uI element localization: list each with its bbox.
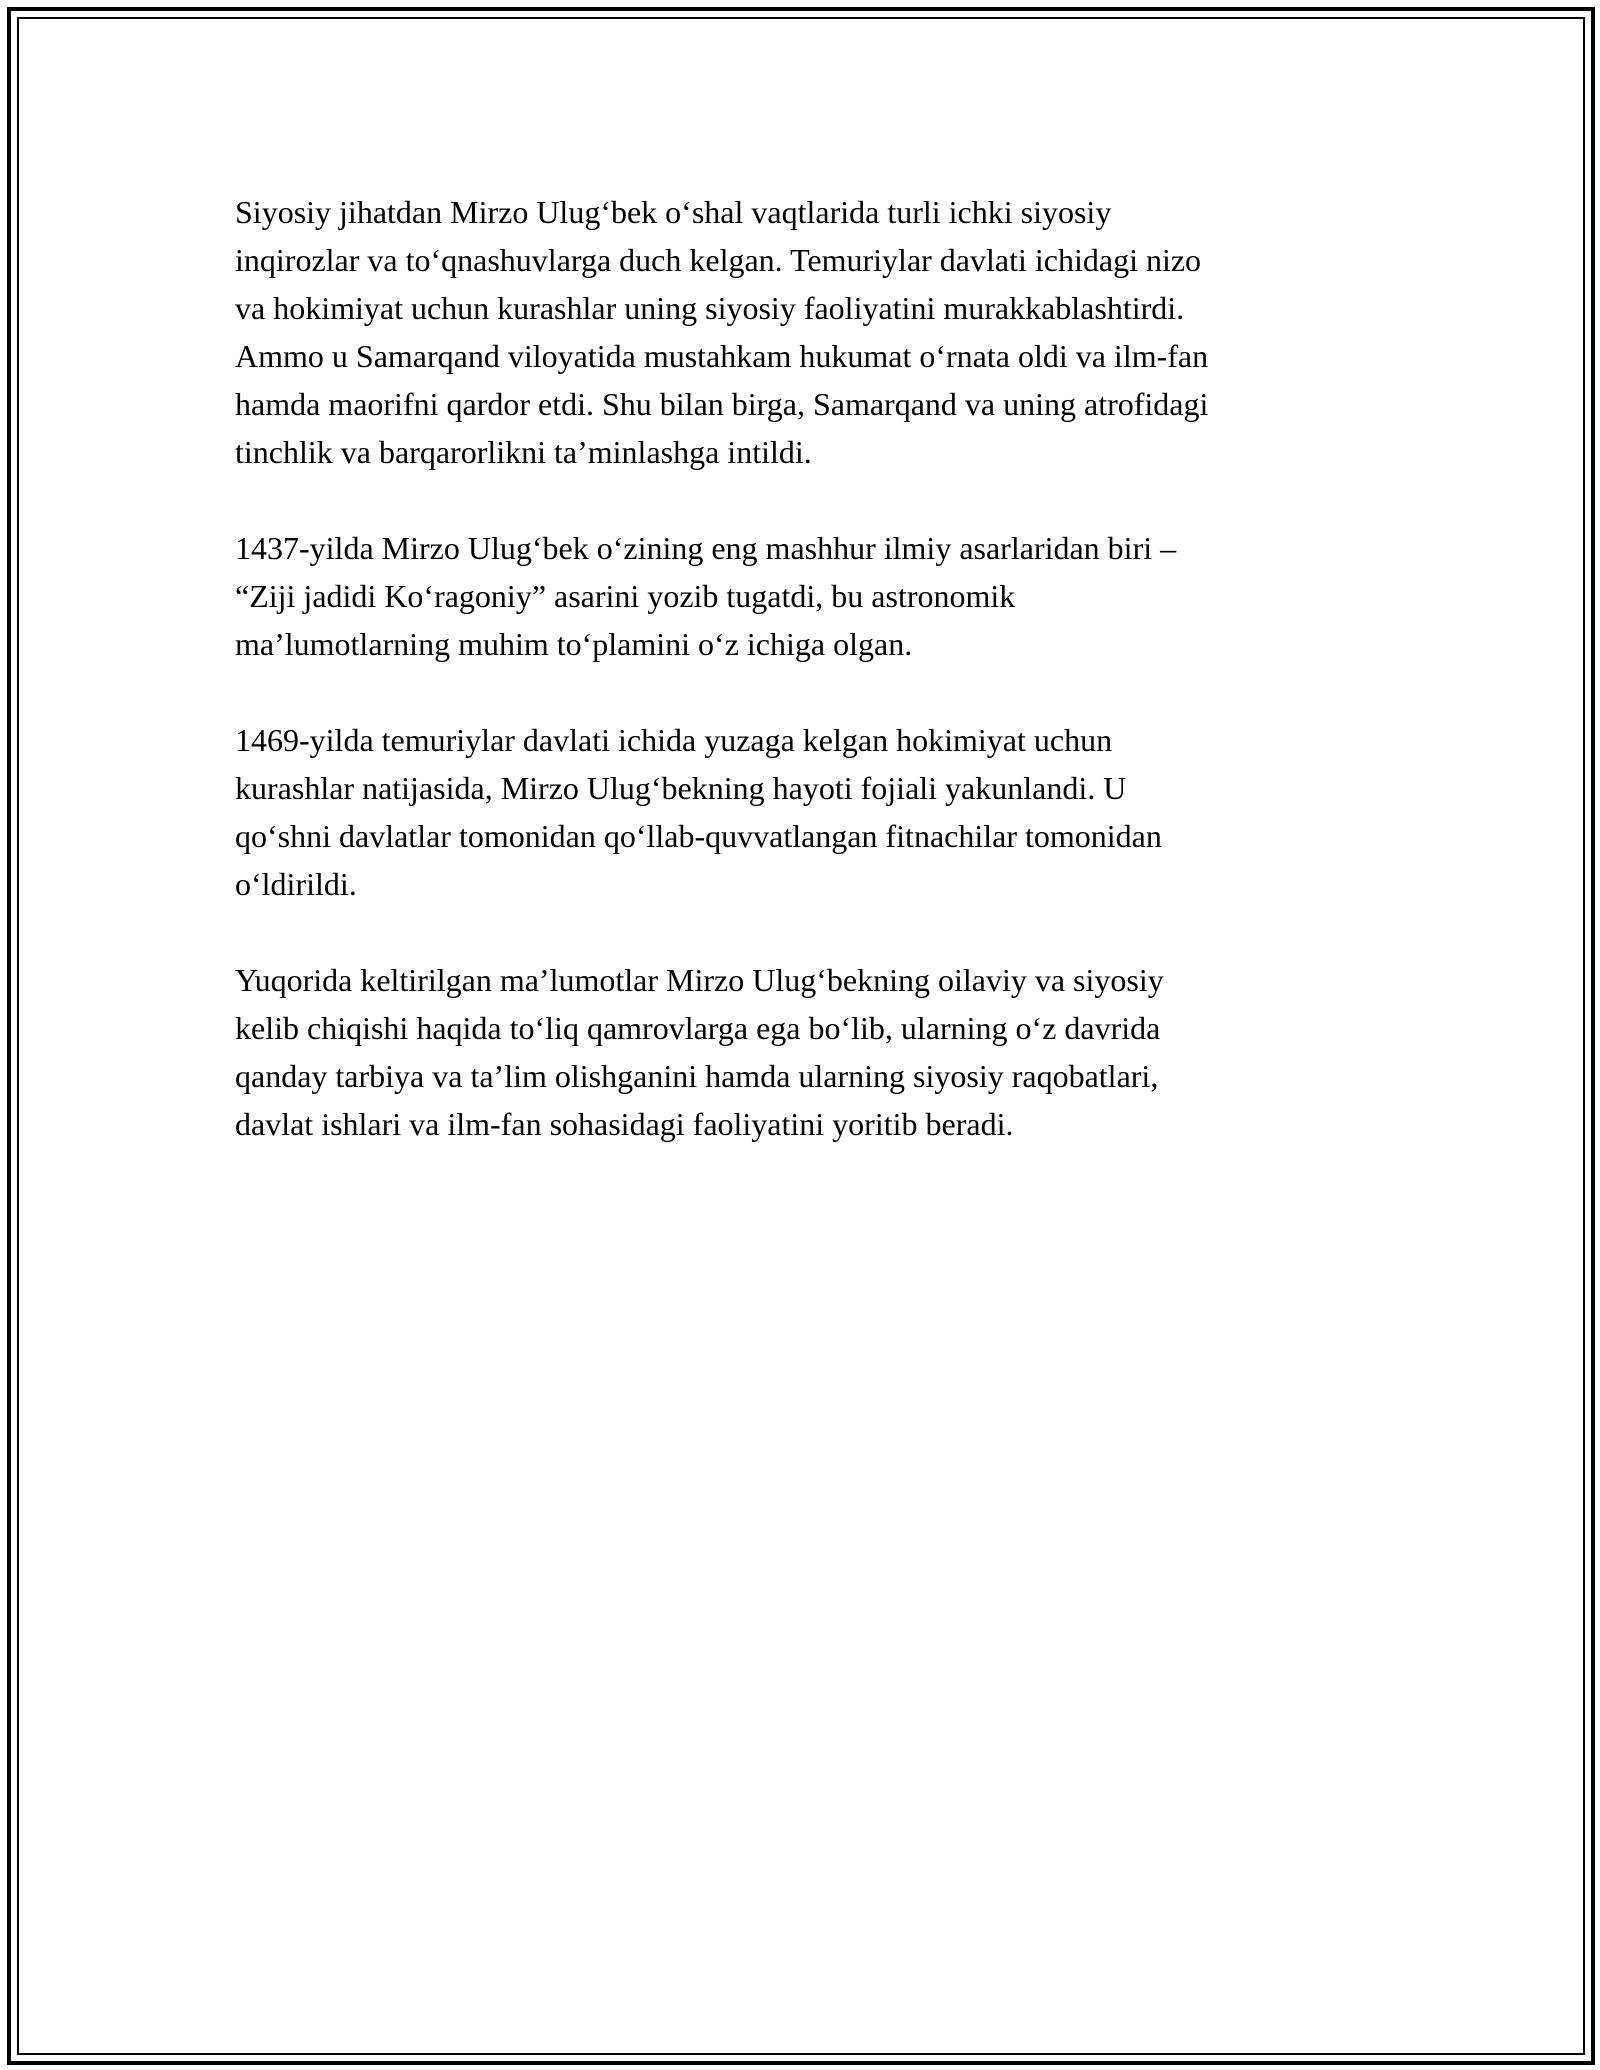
- paragraph-zij-1437: 1437-yilda Mirzo Ulug‘bek o‘zining eng mashhur ilmiy asarlaridan biri – “Ziji jadidi Ko‘ragoniy” asarini yozib tugatdi, bu astronomik ma’lumotlarning muhim to‘plamini o‘z ichiga olgan.: [235, 530, 1177, 662]
- document-body: [235, 188, 1365, 1196]
- paragraph-political-context: Siyosiy jihatdan Mirzo Ulug‘bek o‘shal vaqtlarida turli ichki siyosiy inqirozlar va to‘qnashuvlarga duch kelgan. Temuriylar davlati ichidagi nizo va hokimiyat uchun kurashlar uning siyosiy faoliyatini murakkablashtirdi. Ammo u Samarqand viloyatida mustahkam hukumat o‘rnata oldi va ilm-fan hamda maorifni qardor etdi. Shu bilan birga, Samarqand va uning atrofidagi tinchlik va barqarorlikni ta’minlashga intildi.: [235, 194, 1209, 470]
- paragraph-summary: Yuqorida keltirilgan ma’lumotlar Mirzo Ulug‘bekning oilaviy va siyosiy kelib chiqishi haqida to‘liq qamrovlarga ega bo‘lib, ularning o‘z davrida qanday tarbiya va ta’lim olishganini hamda ularning siyosiy raqobatlari, davlat ishlari va ilm-fan sohasidagi faoliyatini yoritib beradi.: [235, 962, 1164, 1142]
- paragraph-death-1469: 1469-yilda temuriylar davlati ichida yuzaga kelgan hokimiyat uchun kurashlar natijasida, Mirzo Ulug‘bekning hayoti fojiali yakunlandi. U qo‘shni davlatlar tomonidan qo‘llab-quvvatlangan fitnachilar tomonidan o‘ldirildi.: [235, 722, 1162, 902]
